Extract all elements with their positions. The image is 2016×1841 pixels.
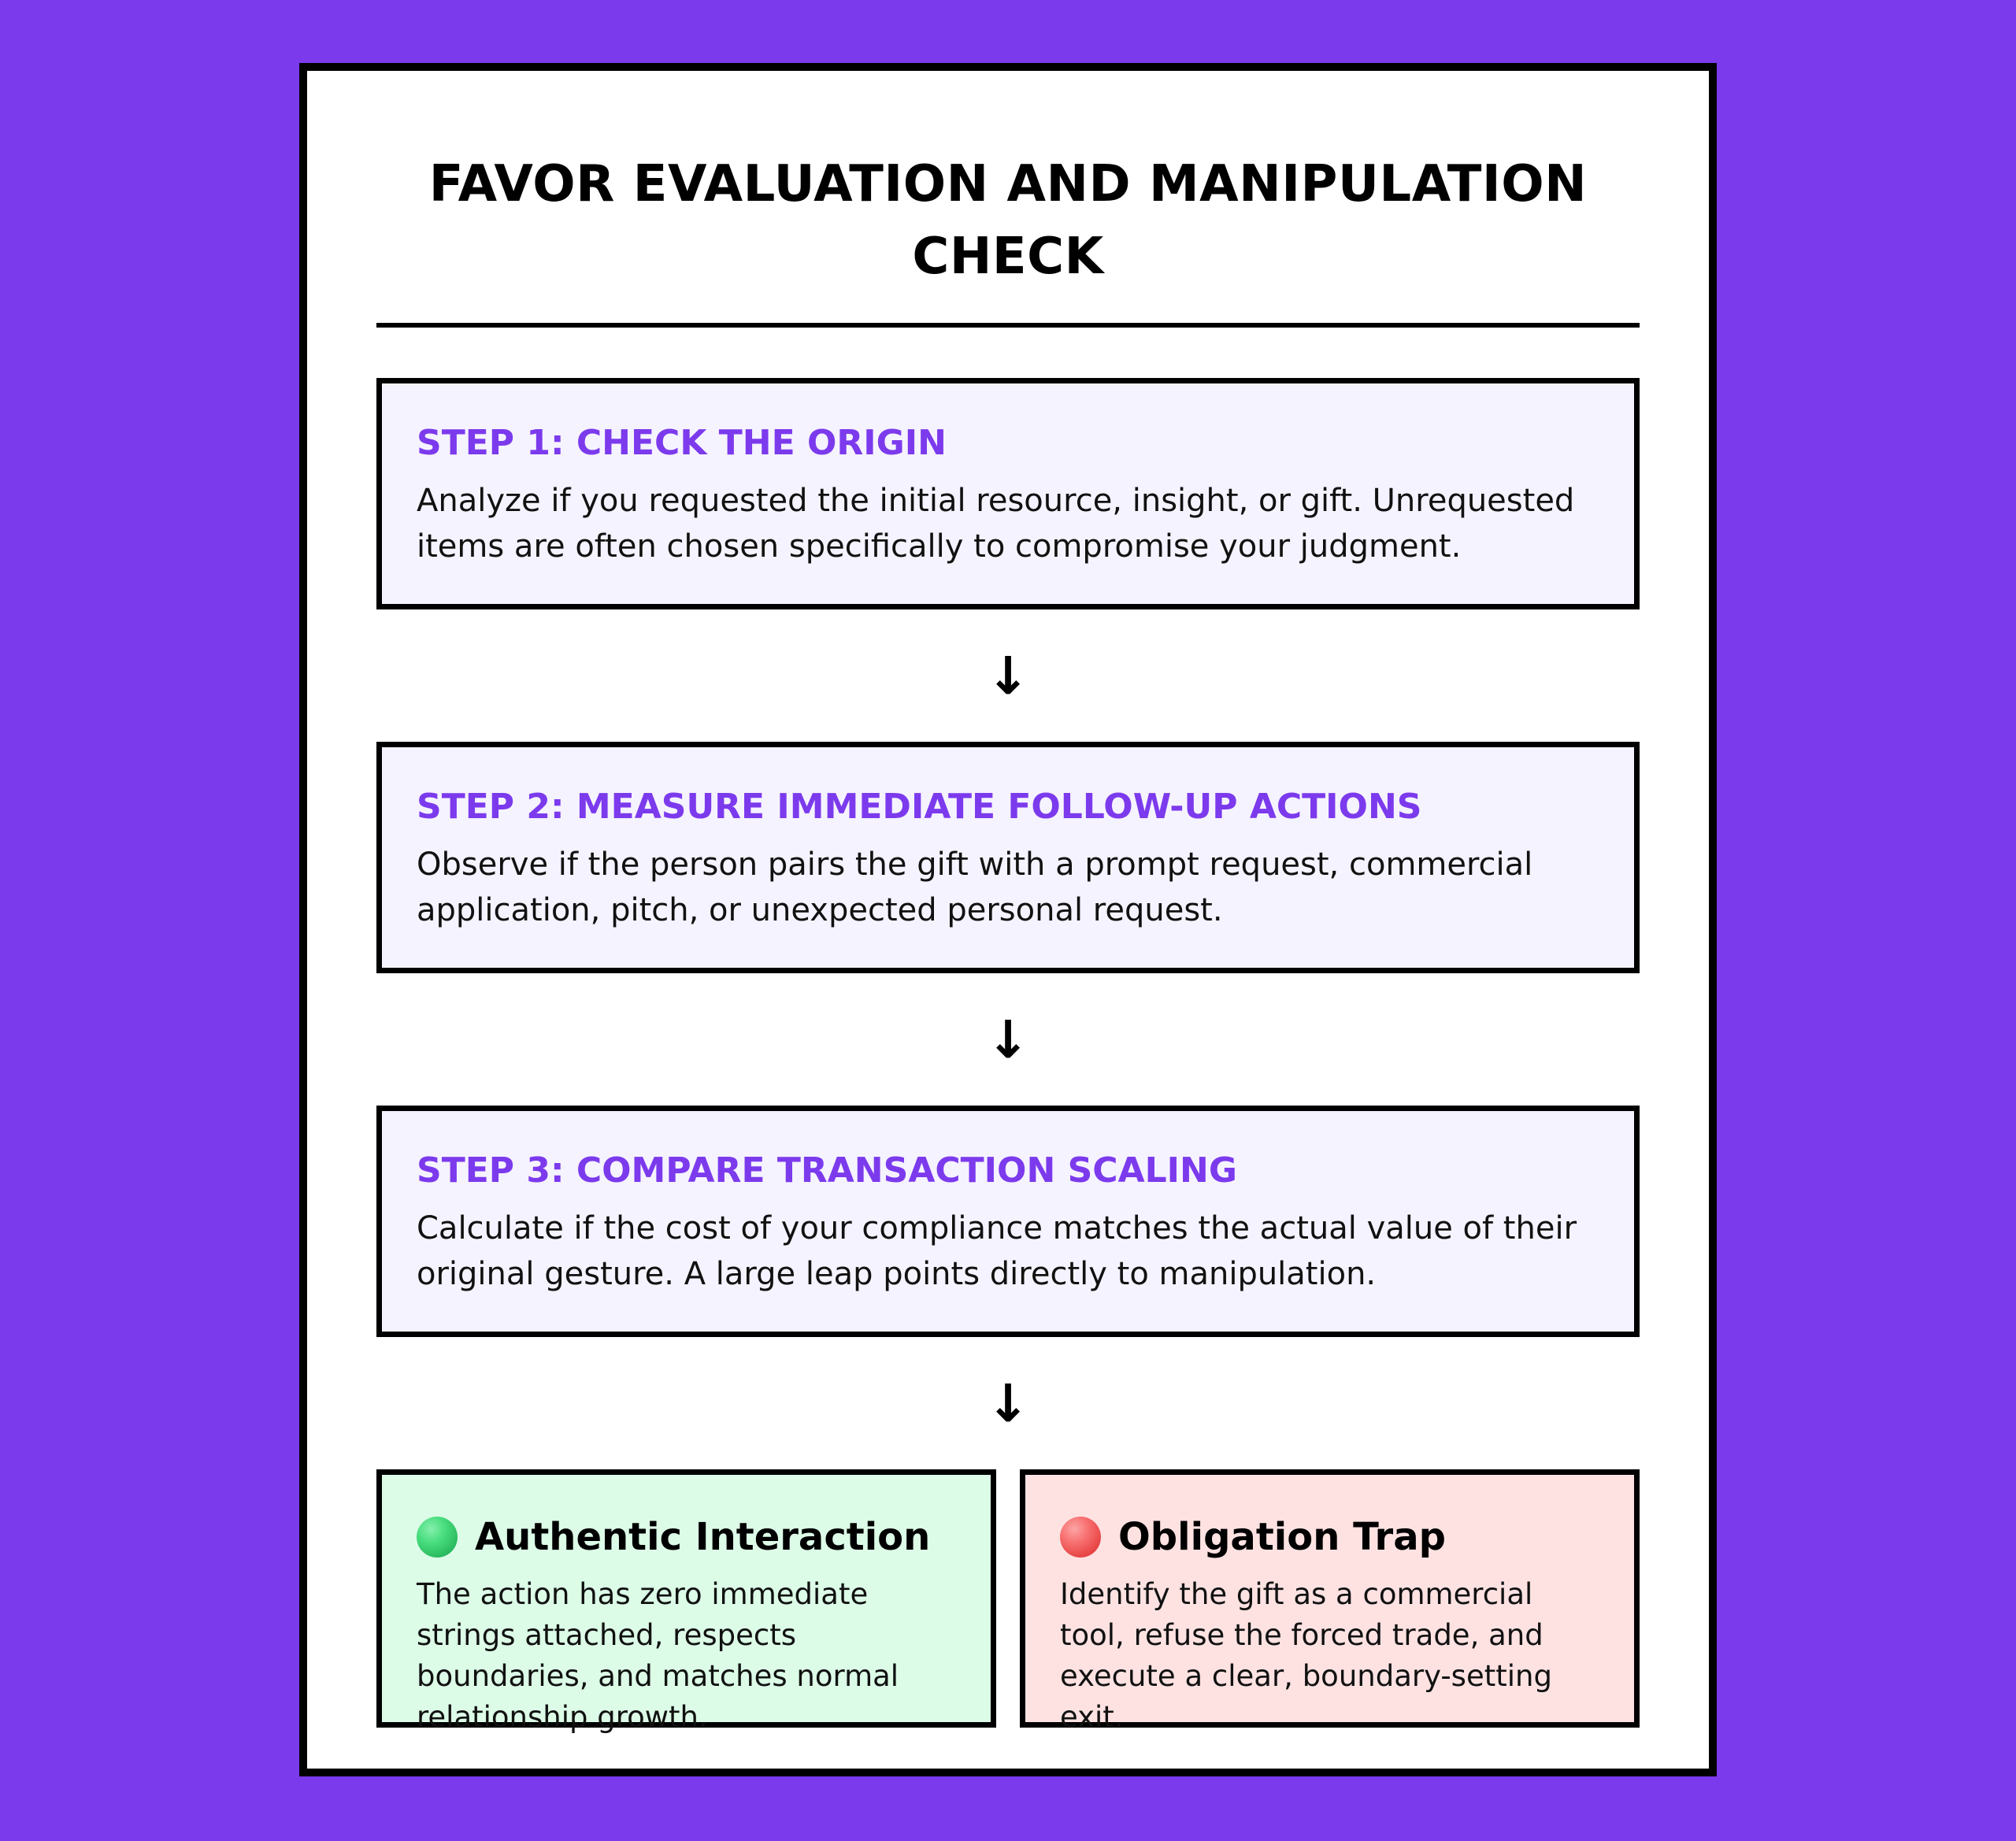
outcome-header: [1060, 1509, 1599, 1565]
step-1-title: STEP 1: CHECK THE ORIGIN: [417, 423, 947, 463]
obligation-trap-box: [1020, 1469, 1640, 1734]
authentic-interaction-description: The action has zero immediate strings attached, respects boundaries, and matches normal relationship growth.: [417, 1577, 899, 1734]
down-arrow-icon: ↓: [986, 1009, 1030, 1070]
title-divider: [376, 323, 1640, 328]
down-arrow-icon: ↓: [986, 645, 1030, 706]
outcome-header: [417, 1509, 956, 1565]
authentic-interaction-title: Authentic Interaction: [475, 1515, 931, 1559]
flowchart-card: [299, 63, 1717, 1776]
page-title: FAVOR EVALUATION AND MANIPULATION CHECK: [428, 155, 1588, 286]
step-3-box: [376, 1106, 1640, 1337]
outcomes-row: [376, 1469, 1640, 1734]
authentic-interaction-box: [376, 1469, 996, 1734]
red-circle-icon: [1060, 1517, 1101, 1558]
step-2-title: STEP 2: MEASURE IMMEDIATE FOLLOW-UP ACTIONS: [417, 787, 1422, 827]
step-3-title: STEP 3: COMPARE TRANSACTION SCALING: [417, 1150, 1237, 1191]
step-2-description: Observe if the person pairs the gift with a prompt request, commercial application, pitch, or unexpected personal request.: [417, 846, 1533, 928]
green-circle-icon: [417, 1517, 458, 1558]
step-1-description: Analyze if you requested the initial resource, insight, or gift. Unrequested items are often chosen specifically to compromise your judgment.: [417, 483, 1575, 565]
down-arrow-icon: ↓: [986, 1372, 1030, 1434]
step-2-box: [376, 742, 1640, 973]
step-1-box: [376, 378, 1640, 609]
obligation-trap-title: Obligation Trap: [1118, 1515, 1446, 1559]
step-3-description: Calculate if the cost of your compliance matches the actual value of their original gesture. A large leap points directly to manipulation.: [417, 1210, 1577, 1292]
obligation-trap-description: Identify the gift as a commercial tool, refuse the forced trade, and execute a clear, boundary-setting exit.: [1060, 1577, 1552, 1734]
